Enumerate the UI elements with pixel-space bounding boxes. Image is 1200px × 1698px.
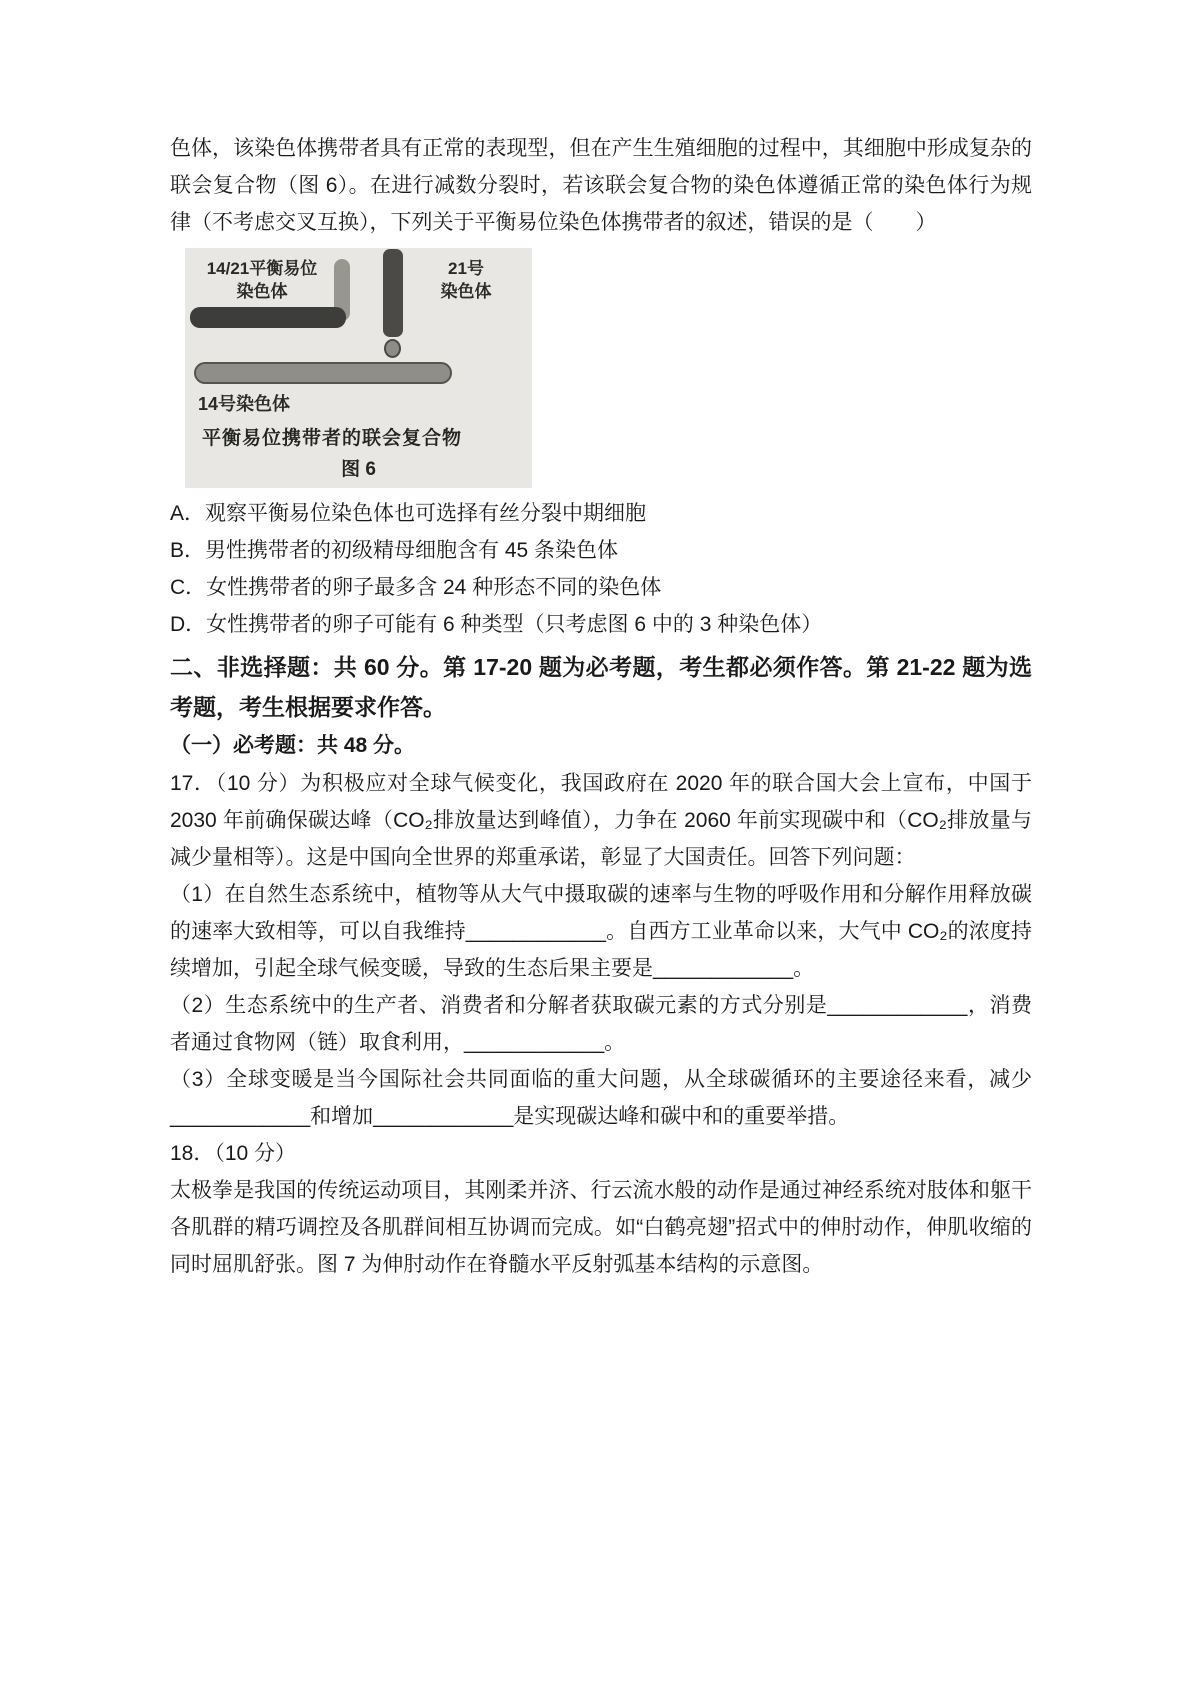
figure-label-chromosome-21 xyxy=(430,257,502,303)
exam-page xyxy=(170,130,1032,1283)
translocation-chromosome-shape xyxy=(190,307,346,328)
intro-paragraph: 色体，该染色体携带者具有正常的表现型，但在产生生殖细胞的过程中，其细胞中形成复杂的联会复合物（图 6）。在进行减数分裂时，若该联会复合物的染色体遵循正常的染色体行为规律（不考虑交叉互换），下列关于平衡易位染色体携带者的叙述，错误的是（ ） xyxy=(170,137,1032,234)
options-list xyxy=(170,495,1032,643)
figure-label-translocation-line2: 染色体 xyxy=(236,282,288,301)
figure-label-translocation-line1: 14/21平衡易位 xyxy=(206,259,318,278)
figure-6 xyxy=(186,249,531,487)
question-18 xyxy=(170,1135,1032,1283)
figure-label-translocation-chromosome xyxy=(192,257,332,303)
question-17 xyxy=(170,765,1032,1135)
figure-caption: 平衡易位携带者的联会复合物 xyxy=(202,428,463,449)
section-2-header: 二、非选择题：共 60 分。第 17-20 题为必考题，考生都必须作答。第 21-22 题为选考题，考生根据要求作答。 xyxy=(170,654,1032,720)
figure-label-chr21-line2: 染色体 xyxy=(440,282,492,301)
chromosome-14-shape xyxy=(194,362,452,384)
option-b: B．男性携带者的初级精母细胞含有 45 条染色体 xyxy=(170,539,619,562)
option-a: A．观察平衡易位染色体也可选择有丝分裂中期细胞 xyxy=(170,502,647,525)
option-d: D．女性携带者的卵子可能有 6 种类型（只考虑图 6 中的 3 种染色体） xyxy=(170,613,823,636)
option-c: C．女性携带者的卵子最多含 24 种形态不同的染色体 xyxy=(170,576,662,599)
question-18-number: 18．（10 分） xyxy=(170,1142,297,1165)
question-17-part-3: （3）全球变暖是当今国际社会共同面临的重大问题，从全球碳循环的主要途径来看，减少____________和增加____________是实现碳达峰和碳中和的重要举措。 xyxy=(170,1068,1032,1128)
figure-label-chromosome-14: 14号染色体 xyxy=(198,394,291,414)
question-18-body: 太极拳是我国的传统运动项目，其刚柔并济、行云流水般的动作是通过神经系统对肢体和躯干各肌群的精巧调控及各肌群间相互协调而完成。如“白鹤亮翅”招式中的伸肘动作，伸肌收缩的同时屈肌舒张。图 7 为伸肘动作在脊髓水平反射弧基本结构的示意图。 xyxy=(170,1179,1032,1276)
chromosome-21-satellite-shape xyxy=(384,339,401,358)
figure-number: 图 6 xyxy=(341,459,376,480)
chromosome-21-shape xyxy=(383,249,403,337)
section-2-subheader: （一）必考题：共 48 分。 xyxy=(170,734,416,757)
question-17-part-2: （2）生态系统中的生产者、消费者和分解者获取碳元素的方式分别是____________，消费者通过食物网（链）取食利用，____________。 xyxy=(170,994,1032,1054)
figure-label-chr21-line1: 21号 xyxy=(448,259,484,278)
question-17-part-1: （1）在自然生态系统中，植物等从大气中摄取碳的速率与生物的呼吸作用和分解作用释放碳的速率大致相等，可以自我维持____________。自西方工业革命以来，大气中 CO₂的浓度持续增加，引起全球气候变暖，导致的生态后果主要是____________。 xyxy=(170,883,1032,980)
question-17-stem: 17．（10 分）为积极应对全球气候变化，我国政府在 2020 年的联合国大会上宣布，中国于 2030 年前确保碳达峰（CO₂排放量达到峰值），力争在 2060 年前实现碳中和（CO₂排放量与减少量相等）。这是中国向全世界的郑重承诺，彰显了大国责任。回答下列问题： xyxy=(170,772,1032,869)
